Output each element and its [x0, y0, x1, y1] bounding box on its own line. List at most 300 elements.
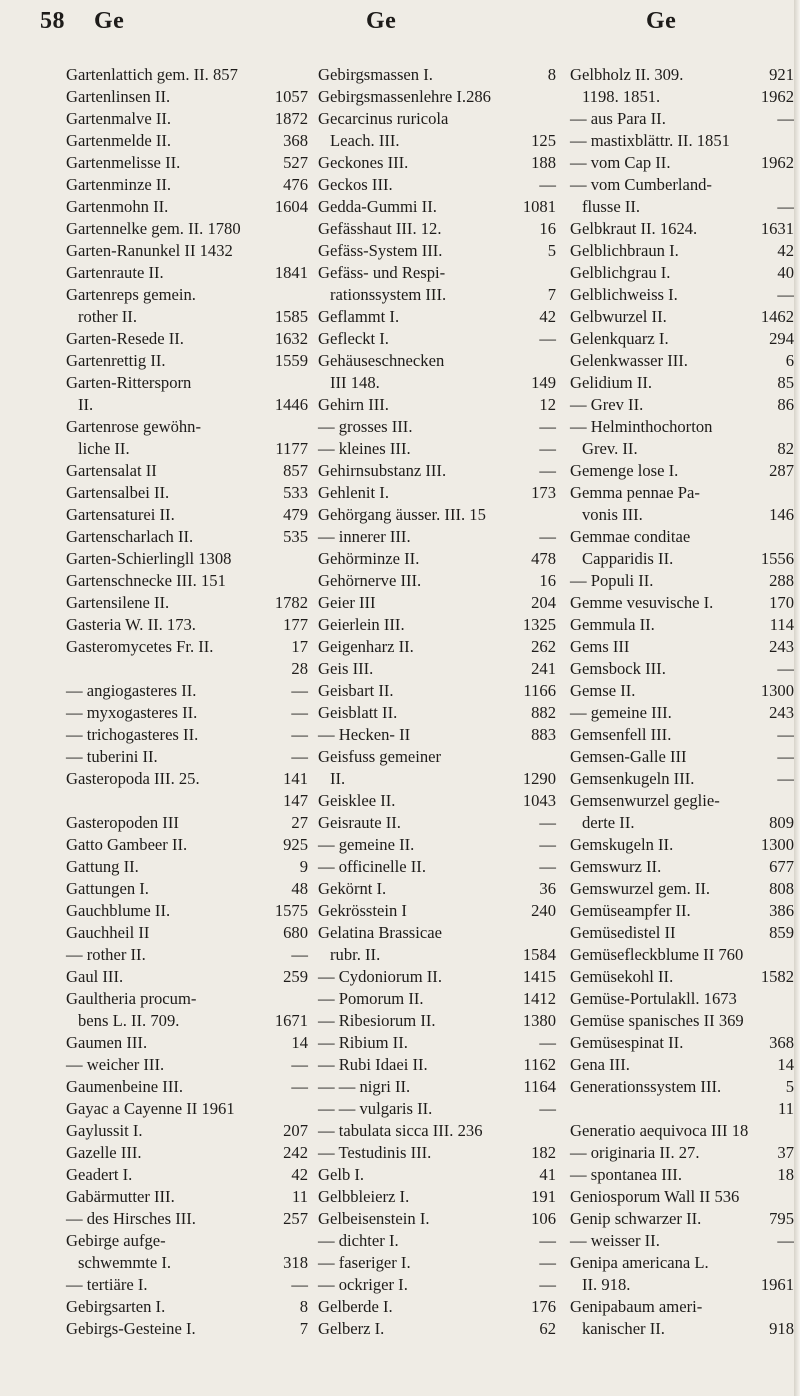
index-entry	[318, 1318, 556, 1340]
entry-page-ref: 1300	[760, 835, 794, 854]
entry-page-ref: 188	[531, 153, 556, 172]
index-entry	[570, 1142, 800, 1164]
entry-term: — Helminthochorton	[570, 417, 713, 436]
entry-term: Genipabaum ameri-	[570, 1297, 703, 1316]
running-head-right: Ge	[646, 8, 677, 34]
index-entry	[66, 196, 308, 218]
index-entry	[570, 570, 800, 592]
index-entry	[570, 64, 800, 86]
entry-term: — gemeine III.	[570, 703, 672, 722]
entry-page-ref: 18	[777, 1165, 794, 1184]
index-entry	[66, 548, 308, 570]
index-entry	[66, 1032, 308, 1054]
index-entry	[66, 64, 308, 86]
index-entry	[318, 196, 556, 218]
entry-term: — grosses III.	[318, 417, 413, 436]
entry-term: — — nigri II.	[318, 1077, 411, 1096]
index-entry	[318, 262, 556, 284]
index-entry	[318, 460, 556, 482]
entry-term: Gelbeisenstein I.	[318, 1209, 430, 1228]
entry-page-ref: 918	[769, 1319, 794, 1338]
entry-page-ref: 11	[292, 1187, 308, 1206]
entry-term: Gemüseampfer II.	[570, 901, 691, 920]
entry-term: Generationssystem III.	[570, 1077, 722, 1096]
entry-term: — aus Para II.	[570, 109, 666, 128]
entry-page-ref: —	[291, 725, 308, 744]
index-entry	[318, 702, 556, 724]
index-entry	[318, 856, 556, 878]
entry-page-ref: —	[539, 1275, 556, 1294]
entry-page-ref: 14	[291, 1033, 308, 1052]
entry-term: Gemma pennae Pa-	[570, 483, 700, 502]
entry-term: Garten-Schierlingll 1308	[66, 549, 232, 568]
index-entry	[66, 944, 308, 966]
index-entry	[318, 64, 556, 86]
entry-page-ref: 41	[539, 1165, 556, 1184]
index-entry	[318, 812, 556, 834]
entry-page-ref: 16	[539, 219, 556, 238]
entry-term: Gartenrose gewöhn-	[66, 417, 202, 436]
entry-page-ref: 125	[531, 131, 556, 150]
index-entry	[318, 988, 556, 1010]
index-entry	[570, 460, 800, 482]
entry-term: Gartenreps gemein.	[66, 285, 196, 304]
entry-term: Gasteromycetes Fr. II.	[66, 637, 214, 656]
entry-term: — dichter I.	[318, 1231, 399, 1250]
index-entry	[66, 262, 308, 284]
entry-page-ref: 479	[283, 505, 308, 524]
entry-term: Gelberde I.	[318, 1297, 393, 1316]
index-entry	[318, 416, 556, 438]
entry-term: Gehirn III.	[318, 395, 389, 414]
entry-term: schwemmte I.	[78, 1253, 172, 1272]
index-entry	[66, 438, 308, 460]
index-entry	[318, 438, 556, 460]
entry-page-ref: 859	[769, 923, 794, 942]
index-entry	[570, 1252, 800, 1274]
entry-term: Gartennelke gem. II. 1780	[66, 219, 241, 238]
entry-term: Gemsenfell III.	[570, 725, 672, 744]
index-entry	[66, 526, 308, 548]
index-entry	[66, 966, 308, 988]
entry-term: Gartenmalve II.	[66, 109, 172, 128]
entry-term: Gelblichweiss I.	[570, 285, 678, 304]
index-entry	[66, 1274, 308, 1296]
entry-page-ref: —	[539, 835, 556, 854]
entry-term: Gemswurzel gem. II.	[570, 879, 711, 898]
entry-term: — des Hirsches III.	[66, 1209, 196, 1228]
index-entry	[66, 1186, 308, 1208]
entry-page-ref: 5	[785, 1077, 794, 1096]
page-edge-shadow	[794, 0, 800, 1396]
entry-page-ref: 1559	[274, 351, 308, 370]
entry-term: Gelidium II.	[570, 373, 653, 392]
entry-page-ref: 85	[777, 373, 794, 392]
index-entry	[570, 790, 800, 812]
entry-term: rationssystem III.	[330, 285, 447, 304]
index-entry	[570, 350, 800, 372]
entry-term: — trichogasteres II.	[66, 725, 199, 744]
index-entry	[318, 1120, 556, 1142]
entry-term: Gehirnsubstanz III.	[318, 461, 447, 480]
index-entry	[570, 724, 800, 746]
index-entry	[66, 988, 308, 1010]
entry-page-ref: 62	[539, 1319, 556, 1338]
entry-page-ref: —	[291, 1055, 308, 1074]
index-entry	[570, 1186, 800, 1208]
index-entry	[318, 944, 556, 966]
entry-page-ref: 1446	[274, 395, 308, 414]
entry-term: Gehlenit I.	[318, 483, 389, 502]
entry-page-ref: —	[539, 329, 556, 348]
index-entry	[570, 922, 800, 944]
entry-page-ref: —	[539, 439, 556, 458]
index-entry	[570, 1318, 800, 1340]
index-entry	[66, 482, 308, 504]
index-entry	[570, 1054, 800, 1076]
entry-term: Geniosporum Wall II 536	[570, 1187, 740, 1206]
index-entry	[570, 878, 800, 900]
entry-term: Gazelle III.	[66, 1143, 142, 1162]
entry-page-ref: 6	[785, 351, 794, 370]
entry-term: Gaumenbeine III.	[66, 1077, 184, 1096]
index-entry	[66, 1296, 308, 1318]
entry-term: Gabärmutter III.	[66, 1187, 175, 1206]
entry-term: Gartenraute II.	[66, 263, 164, 282]
entry-page-ref: 42	[291, 1165, 308, 1184]
entry-term: Gartensaturei II.	[66, 505, 175, 524]
entry-term: — Hecken- II	[318, 725, 411, 744]
entry-term: Genip schwarzer II.	[570, 1209, 702, 1228]
entry-term: Gelbbleierz I.	[318, 1187, 410, 1206]
index-entry	[318, 1054, 556, 1076]
entry-page-ref: 386	[769, 901, 794, 920]
entry-page-ref: —	[777, 1231, 794, 1250]
index-entry	[570, 856, 800, 878]
index-entry	[318, 1142, 556, 1164]
index-entry	[570, 1164, 800, 1186]
entry-page-ref: 191	[531, 1187, 556, 1206]
index-entry	[66, 900, 308, 922]
entry-page-ref: 1582	[760, 967, 794, 986]
entry-term: Gemsbock III.	[570, 659, 666, 678]
entry-page-ref: 476	[283, 175, 308, 194]
index-entry	[318, 548, 556, 570]
entry-term: Gecarcinus ruricola	[318, 109, 449, 128]
entry-page-ref: 1290	[522, 769, 556, 788]
index-entry	[570, 900, 800, 922]
index-entry	[570, 504, 800, 526]
index-entry	[318, 1186, 556, 1208]
index-entry	[318, 570, 556, 592]
entry-term: — Cydoniorum II.	[318, 967, 442, 986]
entry-page-ref: 478	[531, 549, 556, 568]
entry-page-ref: 1782	[274, 593, 308, 612]
entry-term: Leach. III.	[330, 131, 400, 150]
entry-page-ref: 36	[539, 879, 556, 898]
index-entry	[570, 416, 800, 438]
entry-page-ref: 680	[283, 923, 308, 942]
index-entry	[570, 328, 800, 350]
entry-page-ref: 14	[777, 1055, 794, 1074]
entry-term: — weisser II.	[570, 1231, 660, 1250]
entry-page-ref: 288	[769, 571, 794, 590]
index-entry	[66, 152, 308, 174]
entry-term: Geis III.	[318, 659, 374, 678]
entry-term: Gehörnerve III.	[318, 571, 422, 590]
entry-page-ref: —	[777, 109, 794, 128]
index-entry	[66, 768, 308, 790]
entry-term: Gattung II.	[66, 857, 139, 876]
index-entry	[570, 196, 800, 218]
entry-term: Gemüsedistel II	[570, 923, 676, 942]
index-entry	[570, 108, 800, 130]
entry-page-ref: 1166	[523, 681, 556, 700]
entry-page-ref: 141	[283, 769, 308, 788]
index-entry	[318, 174, 556, 196]
index-entry	[318, 658, 556, 680]
index-entry	[570, 966, 800, 988]
index-entry	[570, 614, 800, 636]
index-entry	[318, 1208, 556, 1230]
index-entry	[570, 130, 800, 152]
entry-page-ref: 1556	[760, 549, 794, 568]
index-entry	[66, 1142, 308, 1164]
entry-term: Gemme vesuvische I.	[570, 593, 714, 612]
entry-page-ref: 86	[777, 395, 794, 414]
index-entry	[66, 1076, 308, 1098]
index-entry	[570, 1032, 800, 1054]
entry-page-ref: 146	[769, 505, 794, 524]
index-entry	[318, 1252, 556, 1274]
entry-page-ref: 533	[283, 483, 308, 502]
index-entry	[66, 614, 308, 636]
index-entry	[570, 152, 800, 174]
entry-term: Gefleckt I.	[318, 329, 389, 348]
entry-term: Gelenkquarz I.	[570, 329, 669, 348]
entry-term: Gauchheil II	[66, 923, 150, 942]
entry-page-ref: 368	[769, 1033, 794, 1052]
index-entry	[570, 1098, 800, 1120]
entry-page-ref: 857	[283, 461, 308, 480]
entry-term: rother II.	[78, 307, 137, 326]
entry-term: Gemüsekohl II.	[570, 967, 674, 986]
index-entry	[570, 86, 800, 108]
entry-term: Geflammt I.	[318, 307, 400, 326]
index-entry	[66, 702, 308, 724]
index-entry	[570, 1274, 800, 1296]
index-entry	[570, 1120, 800, 1142]
entry-term: — gemeine II.	[318, 835, 415, 854]
index-entry	[318, 504, 556, 526]
entry-term: Geckos III.	[318, 175, 393, 194]
index-entry	[66, 86, 308, 108]
index-entry	[66, 130, 308, 152]
entry-page-ref: 1325	[522, 615, 556, 634]
index-entry	[318, 834, 556, 856]
entry-term: — Pomorum II.	[318, 989, 424, 1008]
entry-term: Gaul III.	[66, 967, 124, 986]
entry-page-ref: —	[777, 285, 794, 304]
entry-term: Gelbholz II. 309.	[570, 65, 684, 84]
entry-term: Gefäss-System III.	[318, 241, 443, 260]
entry-page-ref: —	[539, 857, 556, 876]
index-entry	[570, 482, 800, 504]
entry-term: Geier III	[318, 593, 376, 612]
entry-term: Gartenmelde II.	[66, 131, 172, 150]
entry-page-ref: 27	[291, 813, 308, 832]
entry-page-ref: 882	[531, 703, 556, 722]
entry-page-ref: 170	[769, 593, 794, 612]
entry-term: — tertiäre I.	[66, 1275, 148, 1294]
entry-term: Geigenharz II.	[318, 637, 414, 656]
index-entry	[570, 284, 800, 306]
entry-page-ref: 243	[769, 703, 794, 722]
entry-term: Genipa americana L.	[570, 1253, 709, 1272]
index-entry	[318, 350, 556, 372]
index-entry	[318, 922, 556, 944]
entry-term: — vom Cap II.	[570, 153, 671, 172]
entry-page-ref: 287	[769, 461, 794, 480]
entry-term: — faseriger I.	[318, 1253, 411, 1272]
entry-term: Gefäss- und Respi-	[318, 263, 446, 282]
entry-term: — tuberini II.	[66, 747, 158, 766]
index-entry	[318, 284, 556, 306]
entry-page-ref: 204	[531, 593, 556, 612]
index-entry	[318, 592, 556, 614]
entry-term: — Grev II.	[570, 395, 644, 414]
entry-term: Gartenmelisse II.	[66, 153, 181, 172]
entry-page-ref: 173	[531, 483, 556, 502]
entry-page-ref: 1162	[523, 1055, 556, 1074]
entry-term: Geisblatt II.	[318, 703, 398, 722]
index-entry	[318, 152, 556, 174]
entry-term: — — vulgaris II.	[318, 1099, 433, 1118]
page-number: 58	[40, 8, 65, 34]
index-entry	[66, 306, 308, 328]
entry-page-ref: 294	[769, 329, 794, 348]
index-entry	[66, 592, 308, 614]
entry-page-ref: 535	[283, 527, 308, 546]
entry-term: Gemüsefleckblume II 760	[570, 945, 744, 964]
entry-term: Geisbart II.	[318, 681, 394, 700]
index-entry	[570, 680, 800, 702]
index-entry	[318, 108, 556, 130]
entry-page-ref: 149	[531, 373, 556, 392]
entry-page-ref: —	[291, 1077, 308, 1096]
entry-page-ref: 28	[291, 659, 308, 678]
entry-term: Garten-Ranunkel II 1432	[66, 241, 233, 260]
entry-term: — Ribesiorum II.	[318, 1011, 436, 1030]
entry-term: Gartenschnecke III. 151	[66, 571, 226, 590]
entry-term: II. 918.	[582, 1275, 631, 1294]
entry-term: Gayac a Cayenne II 1961	[66, 1099, 235, 1118]
entry-page-ref: 1584	[522, 945, 556, 964]
entry-page-ref: 42	[777, 241, 794, 260]
entry-term: Geisfuss gemeiner	[318, 747, 442, 766]
entry-page-ref: 1415	[522, 967, 556, 986]
entry-page-ref: —	[777, 659, 794, 678]
entry-term: 1198. 1851.	[582, 87, 661, 106]
entry-term: Gebirgs-Gesteine I.	[66, 1319, 196, 1338]
entry-term: Gemsenkugeln III.	[570, 769, 695, 788]
index-entry	[66, 1010, 308, 1032]
entry-page-ref: 7	[547, 285, 556, 304]
entry-term: — Testudinis III.	[318, 1143, 432, 1162]
index-column-1	[66, 64, 308, 1340]
index-entry	[318, 240, 556, 262]
entry-term: Gartensilene II.	[66, 593, 170, 612]
entry-term: Garten-Rittersporn	[66, 373, 192, 392]
entry-page-ref: 1585	[274, 307, 308, 326]
entry-term: kanischer II.	[582, 1319, 665, 1338]
index-entry	[318, 1098, 556, 1120]
index-column-3	[570, 64, 800, 1340]
entry-term: Gehörminze II.	[318, 549, 420, 568]
entry-term: Gemmae conditae	[570, 527, 691, 546]
entry-page-ref: 1057	[274, 87, 308, 106]
index-entry	[66, 394, 308, 416]
entry-page-ref: 1604	[274, 197, 308, 216]
index-entry	[66, 504, 308, 526]
entry-term: Gartensalbei II.	[66, 483, 170, 502]
index-entry	[570, 1296, 800, 1318]
entry-term: rubr. II.	[330, 945, 381, 964]
index-entry	[570, 812, 800, 834]
index-entry	[66, 174, 308, 196]
entry-term: II.	[330, 769, 346, 788]
entry-page-ref: 37	[777, 1143, 794, 1162]
index-entry	[570, 988, 800, 1010]
entry-term: — angiogasteres II.	[66, 681, 197, 700]
index-entry	[318, 218, 556, 240]
entry-term: Gemüse spanisches II 369	[570, 1011, 744, 1030]
index-entry	[570, 438, 800, 460]
index-entry	[318, 724, 556, 746]
index-entry	[318, 130, 556, 152]
entry-term: Gartenlattich gem. II. 857	[66, 65, 238, 84]
index-entry	[570, 768, 800, 790]
entry-term: — kleines III.	[318, 439, 411, 458]
entry-page-ref: 5	[547, 241, 556, 260]
index-entry	[318, 1032, 556, 1054]
entry-page-ref: —	[291, 681, 308, 700]
entry-term: Gauchblume II.	[66, 901, 171, 920]
index-entry	[570, 658, 800, 680]
index-entry	[570, 702, 800, 724]
entry-term: Gebirgsmassenlehre I.286	[318, 87, 491, 106]
entry-page-ref: 1164	[523, 1077, 556, 1096]
entry-term: bens L. II. 709.	[78, 1011, 180, 1030]
entry-term: derte II.	[582, 813, 635, 832]
index-entry	[66, 218, 308, 240]
entry-page-ref: 182	[531, 1143, 556, 1162]
index-entry	[570, 174, 800, 196]
index-entry	[570, 372, 800, 394]
entry-page-ref: 106	[531, 1209, 556, 1228]
index-entry	[318, 790, 556, 812]
entry-term: Geadert I.	[66, 1165, 133, 1184]
entry-term: Gartenrettig II.	[66, 351, 166, 370]
index-entry	[318, 1010, 556, 1032]
index-entry	[570, 262, 800, 284]
entry-term: — rother II.	[66, 945, 146, 964]
entry-page-ref: 17	[291, 637, 308, 656]
entry-term: — officinelle II.	[318, 857, 426, 876]
index-entry	[318, 900, 556, 922]
index-entry	[66, 790, 308, 812]
index-entry	[66, 350, 308, 372]
